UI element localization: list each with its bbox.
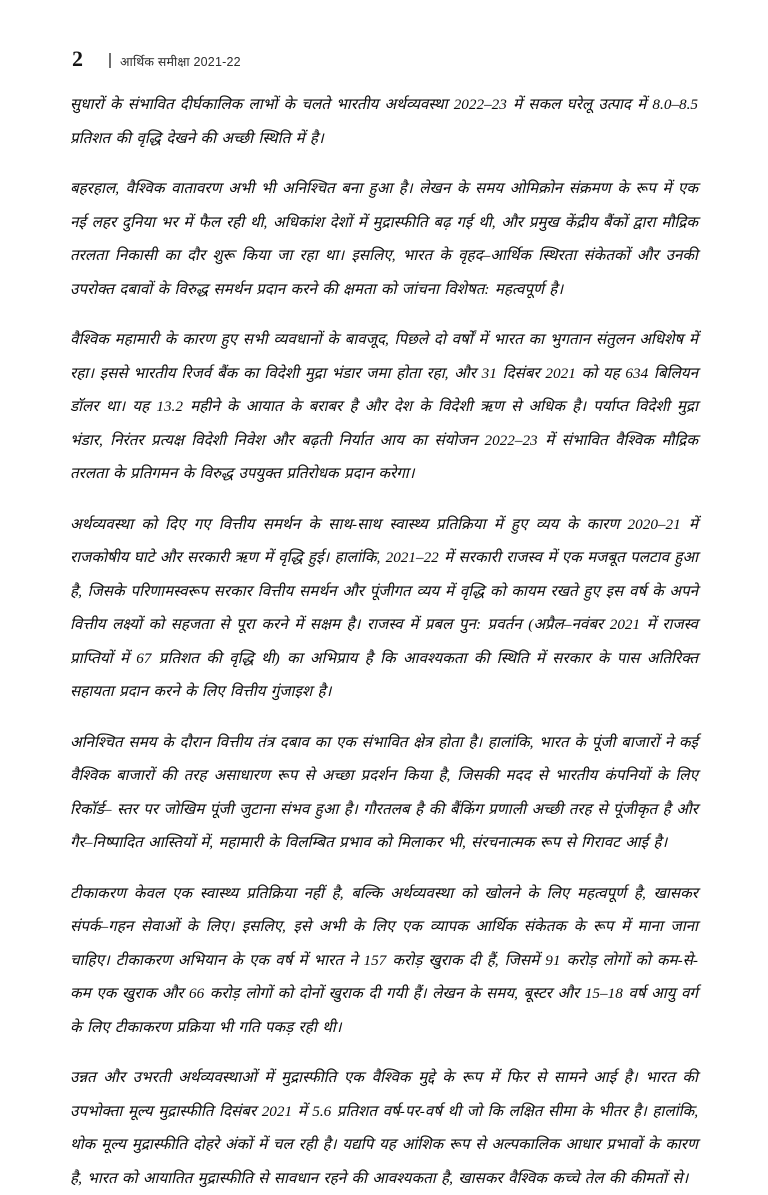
header-publication-title: आर्थिक समीक्षा 2021-22	[120, 54, 241, 69]
paragraph: अनिश्चित समय के दौरान वित्तीय तंत्र दबाव का एक संभावित क्षेत्र होता है। हालांकि, भारत के पूंजी बाजारों ने कई वैश्विक बाजारों की तरह असाधारण रूप से अच्छा प्रदर्शन किया है, जिसकी मदद से भारतीय कंपनियों के लिए रिकॉर्ड– स्तर पर जोखिम पूंजी जुटाना संभव हुआ है। गौरतलब है की बैंकिंग प्रणाली अच्छी तरह से पूंजीकृत है और गैर–निष्पादित आस्तियों में, महामारी के विलम्बित प्रभाव को मिलाकर भी, संरचनात्मक रूप से गिरावट आई है।	[70, 733, 699, 851]
header-divider-rule	[109, 53, 111, 68]
paragraph: वैश्विक महामारी के कारण हुए सभी व्यवधानों के बावजूद, पिछले दो वर्षों में भारत का भुगतान संतुलन अधिशेष में रहा। इससे भारतीय रिजर्व बैंक का विदेशी मुद्रा भंडार जमा होता रहा, और 31 दिसंबर 2021 को यह 634 बिलियन डॉलर था। यह 13.2 महीने के आयात के बराबर है और देश के विदेशी ऋण से अधिक है। पर्याप्त विदेशी मुद्रा भंडार, निरंतर प्रत्यक्ष विदेशी निवेश और बढ़ती निर्यात आय का संयोजन 2022–23 में संभावित वैश्विक मौद्रिक तरलता के प्रतिगमन के विरुद्ध उपयुक्त प्रतिरोधक प्रदान करेगा।	[70, 331, 698, 482]
paragraph: बहरहाल, वैश्विक वातावरण अभी भी अनिश्चित बना हुआ है। लेखन के समय ओमिक्रोन संक्रमण के रूप में एक नई लहर दुनिया भर में फैल रही थी, अधिकांश देशों में मुद्रास्फीति बढ़ गई थी, और प्रमुख केंद्रीय बैंकों द्वारा मौद्रिक तरलता निकासी का दौर शुरू किया जा रहा था। इसलिए, भारत के वृहद–आर्थिक स्थिरता संकेतकों और उनकी उपरोक्त दबावों के विरुद्ध समर्थन प्रदान करने की क्षमता को जांचना विशेषत: महत्वपूर्ण है।	[70, 180, 698, 298]
running-header	[72, 36, 708, 70]
paragraph: उन्नत और उभरती अर्थव्यवस्थाओं में मुद्रास्फीति एक वैश्विक मुद्दे के रूप में फिर से सामने आई है। भारत की उपभोक्ता मूल्य मुद्रास्फीति दिसंबर 2021 में 5.6 प्रतिशत वर्ष-पर-वर्ष थी जो कि लक्षित सीमा के भीतर है। हालांकि, थोक मूल्य मुद्रास्फीति दोहरे अंकों में चल रही है। यद्यपि यह आंशिक रूप से अल्पकालिक आधार प्रभावों के कारण है, भारत को आयातित मुद्रास्फीति से सावधान रहने की आवश्यकता है, खासकर वैश्विक कच्चे तेल की कीमतों से।	[70, 1069, 698, 1187]
paragraph: टीकाकरण केवल एक स्वास्थ्य प्रतिक्रिया नहीं है, बल्कि अर्थव्यवस्था को खोलने के लिए महत्वपूर्ण है, खासकर संपर्क–गहन सेवाओं के लिए। इसलिए, इसे अभी के लिए एक व्यापक आर्थिक संकेतक के रूप में माना जाना चाहिए। टीकाकरण अभियान के एक वर्ष में भारत ने 157 करोड़ खुराक दी हैं, जिसमें 91 करोड़ लोगों को कम-से-कम एक खुराक और 66 करोड़ लोगों को दोनों खुराक दी गयी हैं। लेखन के समय, बूस्टर और 15–18 वर्ष आयु वर्ग के लिए टीकाकरण प्रक्रिया भी गति पकड़ रही थी।	[70, 884, 698, 1036]
body-text-column	[70, 88, 698, 1195]
paragraph: अर्थव्यवस्था को दिए गए वित्तीय समर्थन के साथ-साथ स्वास्थ्य प्रतिक्रिया में हुए व्यय के कारण 2020–21 में राजकोषीय घाटे और सरकारी ऋण में वृद्धि हुई। हालांकि, 2021–22 में सरकारी राजस्व में एक मजबूत पलटाव हुआ है, जिसके परिणामस्वरूप सरकार वित्तीय समर्थन और पूंजीगत व्यय में वृद्धि को कायम रखते हुए इस वर्ष के अपने वित्तीय लक्ष्यों को सहजता से पूरा करने में सक्षम है। राजस्व में प्रबल पुन: प्रवर्तन (अप्रैल–नवंबर 2021 में राजस्व प्राप्तियों में 67 प्रतिशत की वृद्धि थी) का अभिप्राय है कि आवश्यकता की स्थिति में सरकार के पास अतिरिक्त सहायता प्रदान करने के लिए वित्तीय गुंजाइश है।	[70, 515, 698, 700]
page-number: 2	[72, 46, 83, 71]
paragraph: सुधारों के संभावित दीर्घकालिक लाभों के चलते भारतीय अर्थव्यवस्था 2022–23 में सकल घरेलू उत्पाद में 8.0–8.5 प्रतिशत की वृद्धि देखने की अच्छी स्थिति में है।	[70, 96, 698, 147]
